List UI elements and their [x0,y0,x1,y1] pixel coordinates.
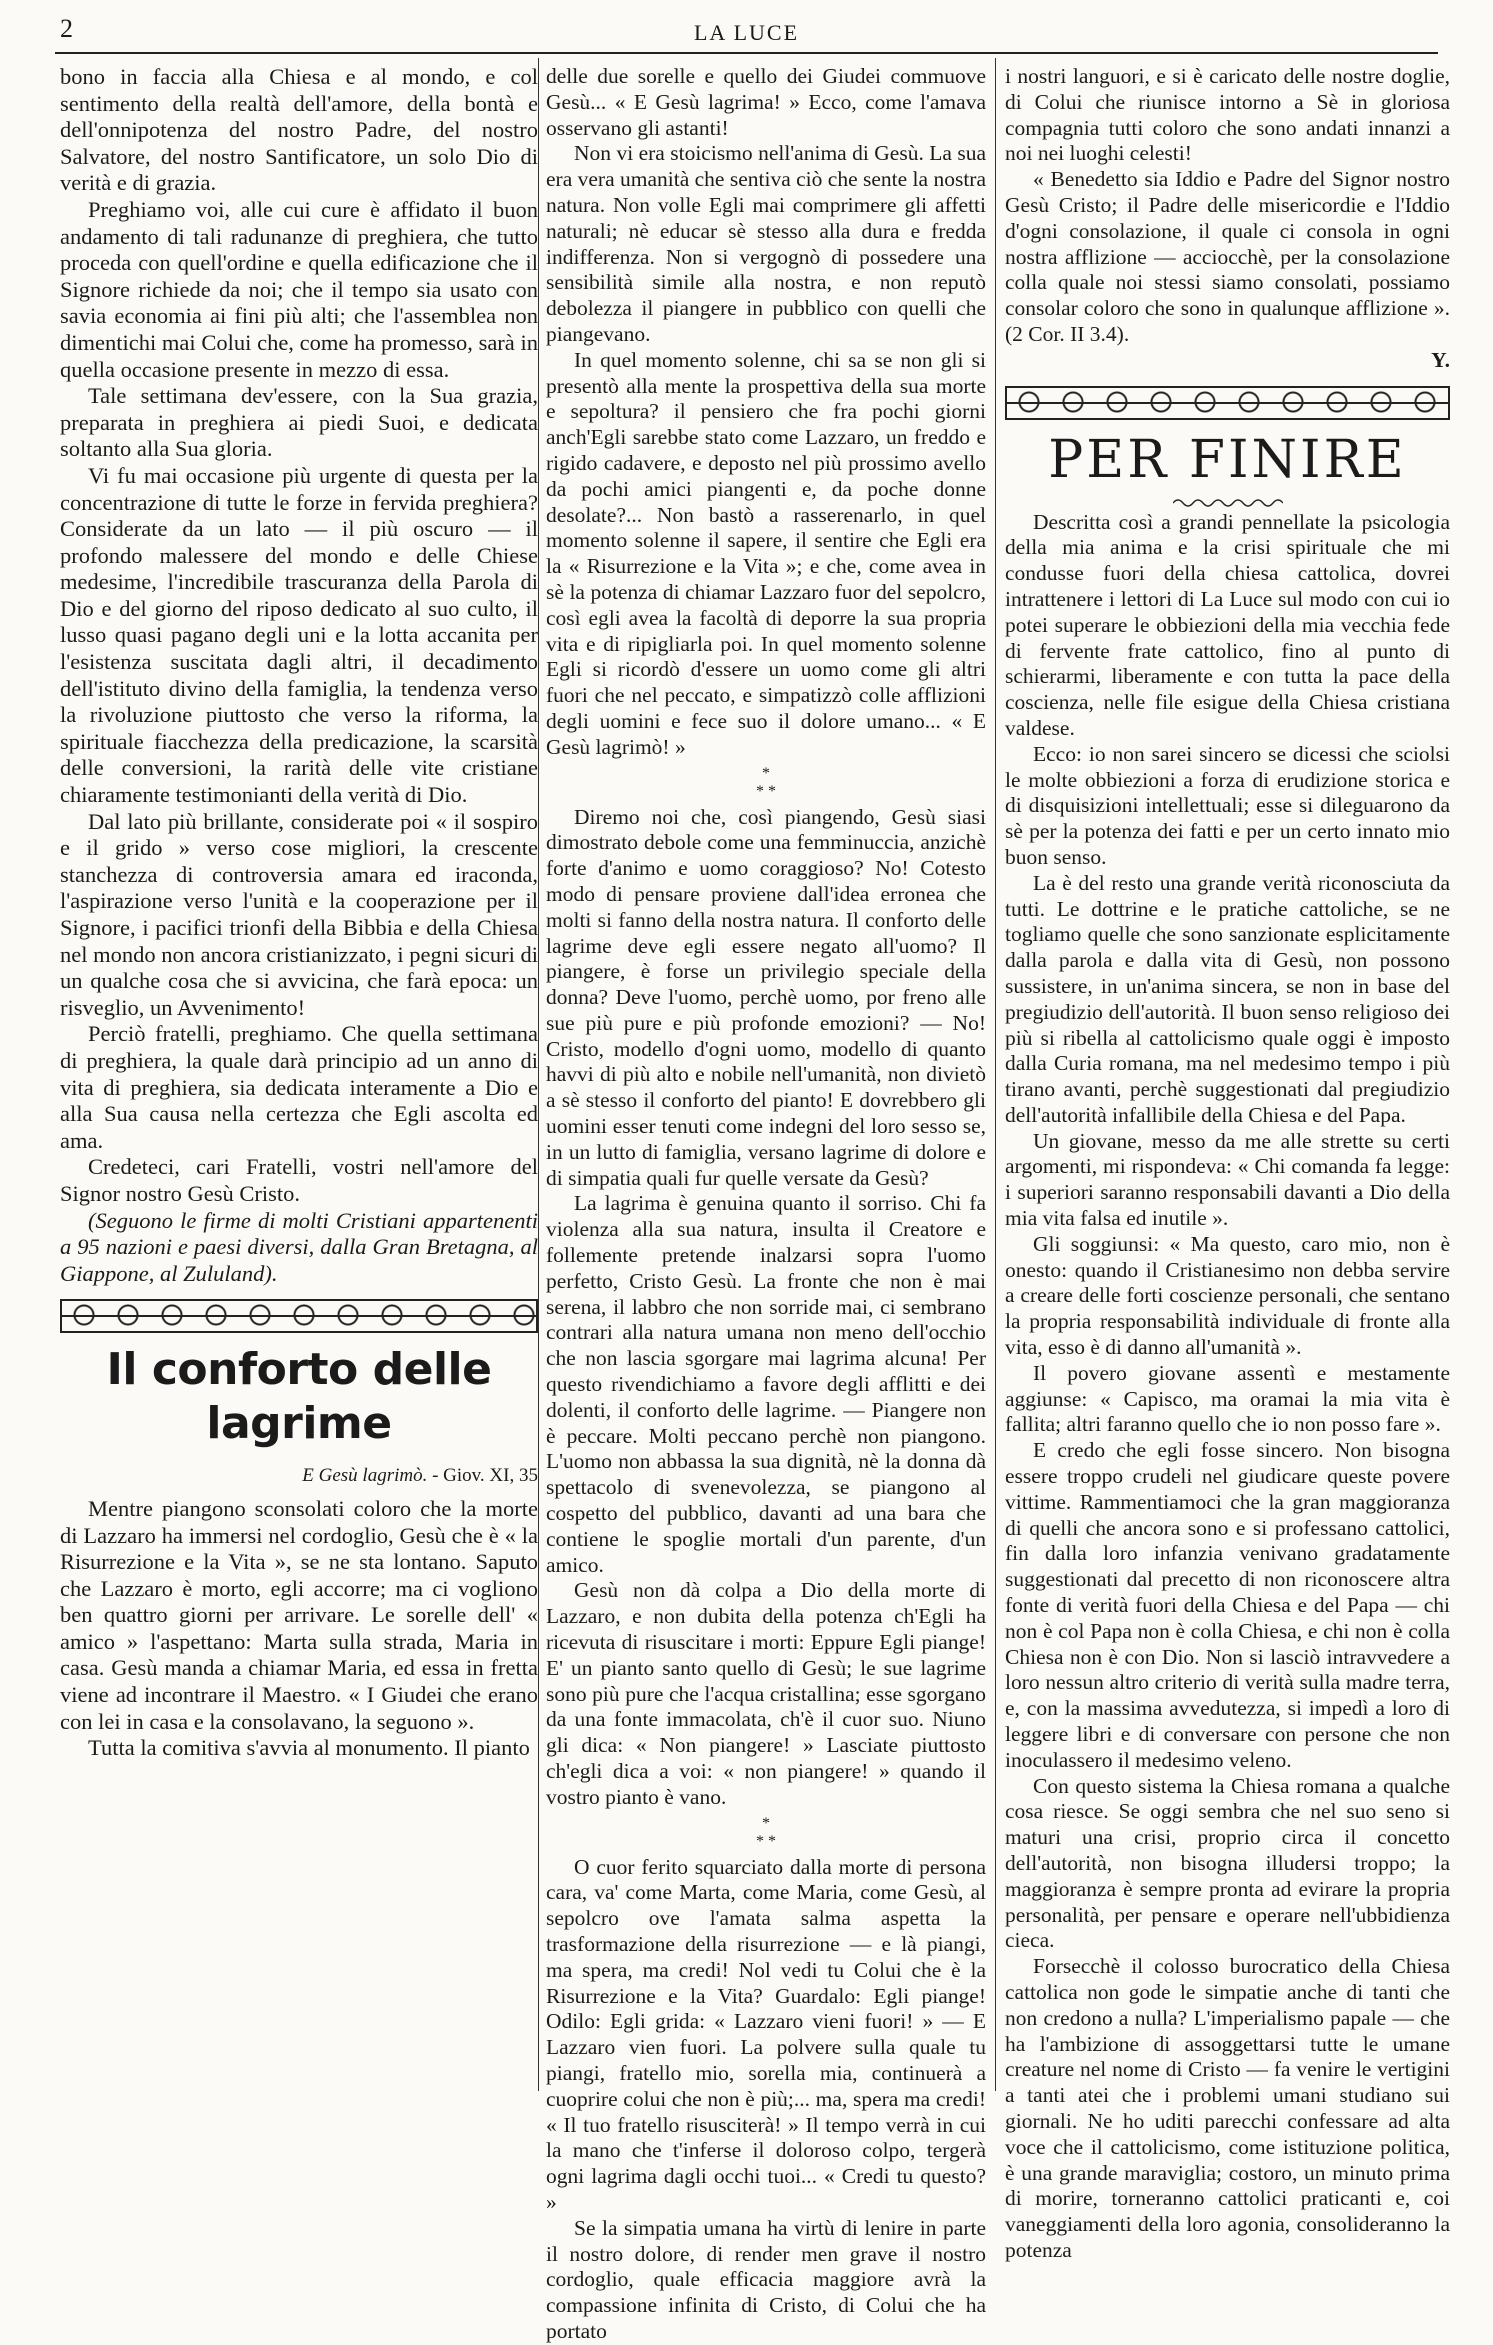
epigraph [60,1463,538,1490]
paragraph: Credeteci, cari Fratelli, vostri nell'amore del Signor nostro Gesù Cristo. [60,1154,538,1206]
paragraph: Forsecchè il colosso burocratico della Chiesa cattolica non gode le simpatie anche di tanti che non credono a nulla? L'imperialismo papale — che ha l'ambizione di assoggettarsi tutte le umane creature nel nome di Cristo — fa venire le vertigini a tanti atei che i problemi umani studiano sui giornali. Ne ho uditi parecchi confessare ad alta voce che il cattolicismo, come istituzione politica, è una grande maraviglia; costoro, un minuto prima di morire, torneranno cattolici praticanti e, coi vaneggiamenti della loro agonia, consolideranno la potenza [1005,1954,1450,2262]
column-1 [60,64,538,1762]
paragraph: i nostri languori, e si è caricato delle nostre doglie, di Colui che riunisce intorno a Sè in gloriosa compagnia tutti coloro che sono andati innanzi a noi nei luoghi celesti! [1005,64,1450,166]
article-signature: Y. [1431,347,1450,372]
ornamental-divider [60,1299,538,1333]
ornamental-divider [1005,386,1450,420]
paragraph: Diremo noi che, così piangendo, Gesù siasi dimostrato debole come una femminuccia, anzichè forte d'animo e uomo coraggioso? No! Cotesto modo di pensare proviene dall'idea erronea che molti si fanno della nostra natura. Il conforto delle lagrime deve egli essere negato all'uomo? Il piangere, è forse un privilegio speciale della donna? Deve l'uomo, perchè uomo, por freno alle sue più pure e più profonde emozioni? — No! Cristo, modello d'ogni uomo, modello di quanto havvi di più alto e nobile nell'umanità, non divietò a sè stesso il conforto del pianto! E dovrebbero gli uomini esser tenuti come indegni del loro sesso se, in un lutto di famiglia, versano lagrime di dolore e di simpatia quali fur quelle versate da Gesù? [546,804,986,1190]
paragraph: Vi fu mai occasione più urgente di questa per la concentrazione di tutte le forze in fervida preghiera? Considerate da un lato — il più oscuro — il profondo malessere del mondo e delle Chiese medesime, l'incredibile trascuranza della Parola di Dio e del giorno del riposo dedicato al suo culto, il lusso quasi pagano degli uni e la lotta accanita per l'esistenza suscitata dagli altri, il decadimento dell'istituto divino della famiglia, la tendenza verso la rivoluzione piuttosto che verso la riforma, la spirituale fiacchezza della predicazione, la scarsità delle conversioni, la rarità delle vite cristiane chiaramente testimonianti della verità di Dio. [60,462,538,808]
column-2 [546,64,986,2345]
paragraph: Tale settimana dev'essere, con la Sua grazia, preparata in preghiera ai piedi Suoi, e dedicata soltanto alla Sua gloria. [60,383,538,462]
paragraph: « Benedetto sia Iddio e Padre del Signor nostro Gesù Cristo; il Padre delle misericordie e l'Iddio d'ogni consolazione, il quale ci consola in ogni nostra afflizione — acciocchè, per la consolazione colla quale noi stessi siamo consolati, possiamo consolar coloro che sono in qualunque afflizione ». (2 Cor. II 3.4). [1005,167,1450,346]
epigraph-reference: - Giov. XI, 35 [432,1465,538,1487]
wavy-rule [1005,490,1450,504]
paragraph: E credo che egli fosse sincero. Non bisogna essere troppo crudeli nel giudicare queste povere vittime. Rammentiamoci che la gran maggioranza di quelli che ancora sono e si professano cattolici, fin dalla loro infanzia venivano gradatamente suggestionati dal precetto di non riconoscere altra fonte di verità fuori della Chiesa e del Papa — chi non è col Papa non è colla Chiesa, e chi non è colla Chiesa non è con Dio. Non si lasciò intravvedere a loro nessun altro criterio di verità sulla madre terra, e, con la massima avvedutezza, si impedì a loro di leggere libri e di conversare con persone che non inoculassero il medesimo veleno. [1005,1438,1450,1772]
paragraph: Descritta così a grandi pennellate la psicologia della mia anima e la crisi spirituale che mi condusse fuori della chiesa cattolica, dovrei intrattenere i lettori di La Luce sul modo con cui io potei superare le obbiezioni della mia vecchia fede di fervente frate cattolico, fino al punto di schierarmi, liberamente e con tutta la pace della coscienza, nelle file esigue della Chiesa cristiana valdese. [1005,509,1450,740]
paragraph: Perciò fratelli, preghiamo. Che quella settimana di preghiera, la quale darà principio ad un anno di vita di preghiera, sia dedicata interamente a Dio e alla Sua causa nella certezza che Egli ascolta ed ama. [60,1021,538,1153]
paragraph: bono in faccia alla Chiesa e al mondo, e col sentimento della realtà dell'amore, della bontà e dell'onnipotenza del nostro Padre, del nostro Salvatore, del nostro Santificatore, un solo Dio di verità e di grazia. [60,64,538,196]
paragraph: Non vi era stoicismo nell'anima di Gesù. La sua era vera umanità che sentiva ciò che sente la nostra natura. Non volle Egli mai comprimere gli affetti naturali; nè educar sè stesso alla dura e fredda indifferenza. Non si vergognò di possedere una sensibilità simile alla nostra, e non reputò debolezza il piangere in pubblico con quelli che piangevano. [546,141,986,346]
paragraph: Gesù non dà colpa a Dio della morte di Lazzaro, e non dubita della potenza ch'Egli ha ricevuta di risuscitare i morti: Eppure Egli piange! E' un pianto santo quello di Gesù; le sue lagrime sono più pure che l'acqua cristallina; esse sgorgano da una fonte immacolata, ch'è il cuor suo. Niuno gli dica: « Non piangere! » Lasciate piuttosto ch'egli dica a voi: « non piangere! » quando il vostro pianto è vano. [546,1578,986,1809]
paragraph: Preghiamo voi, alle cui cure è affidato il buon andamento di tali radunanze di preghiera, che tutto proceda con quell'ordine e quella edificazione che il Signore richiede da noi; che il tempo sia usato con savia economia ai fini più alti; che l'assemblea non dimentichi mai Colui che, come ha promesso, sarà in quella occasione presente in mezzo di essa. [60,196,538,382]
column-divider [995,58,996,2091]
signature-note: (Seguono le firme di molti Cristiani appartenenti a 95 nazioni e paesi diversi, dalla Gran Bretagna, al Giappone, al Zululand). [60,1207,538,1286]
article-title: Il conforto delle lagrime [106,1344,492,1450]
header-rule [55,52,1438,54]
asterism-separator: * * * [756,1814,776,1850]
paragraph: Ecco: io non sarei sincero se dicessi che sciolsi le molte obbiezioni a forza di erudizione storica e di disquisizioni intellettuali; esse si dileguarono da sè per la potenza dei fatti e per un certo innato mio buon senso. [1005,741,1450,869]
paragraph: delle due sorelle e quello dei Giudei commuove Gesù... « E Gesù lagrima! » Ecco, come l'amava osservano gli astanti! [546,64,986,140]
paragraph: La lagrima è genuina quanto il sorriso. Chi fa violenza alla sua natura, insulta il Creatore e follemente pretende inalzarsi sopra l'uomo perfetto, Cristo Gesù. La fronte che non è mai serena, il labbro che non sorride mai, ci sembrano contrari alla natura umana non meno dell'occhio che non lascia sgorgare mai lagrima alcuna! Per questo rivendichiamo a favore degli afflitti e dei dolenti, il conforto delle lagrime. — Piangere non è peccare. Molti peccano perchè non piangono. L'uomo non abbassa la sua dignità, nè la donna dà spettacolo di svenevolezza, se piangono al cospetto del pubblico, davanti ad una bara che contiene le spoglie mortali d'un parente, d'un amico. [546,1191,986,1577]
paragraph: La è del resto una grande verità riconosciuta da tutti. Le dottrine e le pratiche cattoliche, se ne togliamo quelle che sono sanzionate esplicitamente dalla parola e dalla vita di Gesù, non possono sussistere, in un'anima sincera, se non in base del pregiudizio dell'autorità. Il buon senso religioso dei più si ribella al cattolicismo quale oggi è imposto dalla Curia romana, ma nel medesimo tempo i più tirano avanti, perchè suggestionati dal pregiudizio dell'autorità infallibile della Chiesa e del Papa. [1005,870,1450,1127]
paragraph: In quel momento solenne, chi sa se non gli si presentò alla mente la prospettiva della sua morte e sepoltura? il pensiero che fra pochi giorni anch'Egli sarebbe stato come Lazzaro, un freddo e rigido cadavere, e deposto nel più prossimo avello da pochi amici piangenti e, da poche donne desolate?... Non bastò a rasserenarlo, in quel momento solenne il sapere, il sentire che Egli era la « Risurrezione e la Vita »; e che, come avea in sè la potenza di chiamar Lazzaro fuor del sepolcro, così egli avea la facoltà di deporre la sua propria vita e di ripigliarla poi. In quel momento solenne Egli si ricordò d'essere un uomo come gli altri fuori che nel peccato, e simpatizzò colle afflizioni degli uomini e fece suo il dolore umano... « E Gesù lagrimò! » [546,347,986,759]
newspaper-title: LA LUCE [693,20,800,45]
section-title: PER FINIRE [1048,429,1407,490]
column-divider [538,58,539,2091]
column-3 [1005,64,1450,2264]
paragraph: Se la simpatia umana ha virtù di lenire in parte il nostro dolore, di render men grave il nostro cordoglio, quale efficacia maggiore avrà la compassione infinita di Cristo, di Colui che ha portato [546,2215,986,2343]
asterism-separator: * * * [756,764,776,800]
paragraph: Gli soggiunsi: « Ma questo, caro mio, non è onesto: quando il Cristianesimo non debba servire a creare delle forti coscienze personali, che sentano la propria responsabilità individuale di fronte alla vita, esso è di danno all'umanità ». [1005,1231,1450,1360]
paragraph: Mentre piangono sconsolati coloro che la morte di Lazzaro ha immersi nel cordoglio, Gesù che è « la Risurrezione e la Vita », se ne sta lontano. Saputo che Lazzaro è morto, egli accorre; ma ci vogliono ben quattro giorni per arrivare. Le sorelle dell' « amico » l'aspettano: Marta sulla strada, Maria in casa. Gesù manda a chiamar Maria, ed essa in fretta viene ad incontrare il Maestro. « I Giudei che erano con lei in casa e la consolavano, la seguono ». [60,1495,538,1734]
page-number: 2 [60,14,73,43]
paragraph: O cuor ferito squarciato dalla morte di persona cara, va' come Marta, come Maria, come Gesù, al sepolcro ove l'amata salma aspetta la trasformazione della risurrezione — e là piangi, ma spera, ma credi! Nol vedi tu Colui che è la Risurrezione e la Vita? Guardalo: Egli piange! Odilo: Egli grida: « Lazzaro vieni fuori! » — E Lazzaro vien fuori. La polvere sulla quale tu piangi, fratello mio, sorella mia, continuerà a cuoprire colui che non è più;... ma, spera ma credi! « Il tuo fratello risusciterà! » Il tempo verrà in cui la mano che t'inferse il doloroso colpo, tergerà ogni lagrima dagli occhi tuoi... « Credi tu questo? » [546,1854,986,2214]
paragraph: Con questo sistema la Chiesa romana a qualche cosa riesce. Se oggi sembra che nel suo seno si maturi una crisi, proprio circa il concetto dell'autorità, non bisogna illudersi troppo; la maggioranza è sempre pronta ad evirare la propria personalità, per pensare e operare nell'ubbidienza cieca. [1005,1773,1450,1953]
paragraph: Un giovane, messo da me alle strette su certi argomenti, mi rispondeva: « Chi comanda fa legge: i superiori saranno responsabili davanti a Dio della mia vita falsa ed inutile ». [1005,1128,1450,1231]
epigraph-verse: E Gesù lagrimò. [302,1465,428,1487]
paragraph: Il povero giovane assentì e mestamente aggiunse: « Capisco, ma oramai la mia vita è fallita; altri faranno quello che io non posso fare ». [1005,1360,1450,1437]
paragraph: Tutta la comitiva s'avvia al monumento. Il pianto [88,1735,530,1761]
paragraph: Dal lato più brillante, considerate poi « il sospiro e il grido » verso cose migliori, la crescente stanchezza di controversia amara ed iraconda, l'aspirazione verso l'unità e la cooperazione per il Signore, i pacifici trionfi della Bibbia e della Chiesa nel mondo non ancora cristianizzato, i pegni sicuri di un qualche cosa che si avvicina, che farà epoca: un risveglio, un Avvenimento! [60,808,538,1020]
